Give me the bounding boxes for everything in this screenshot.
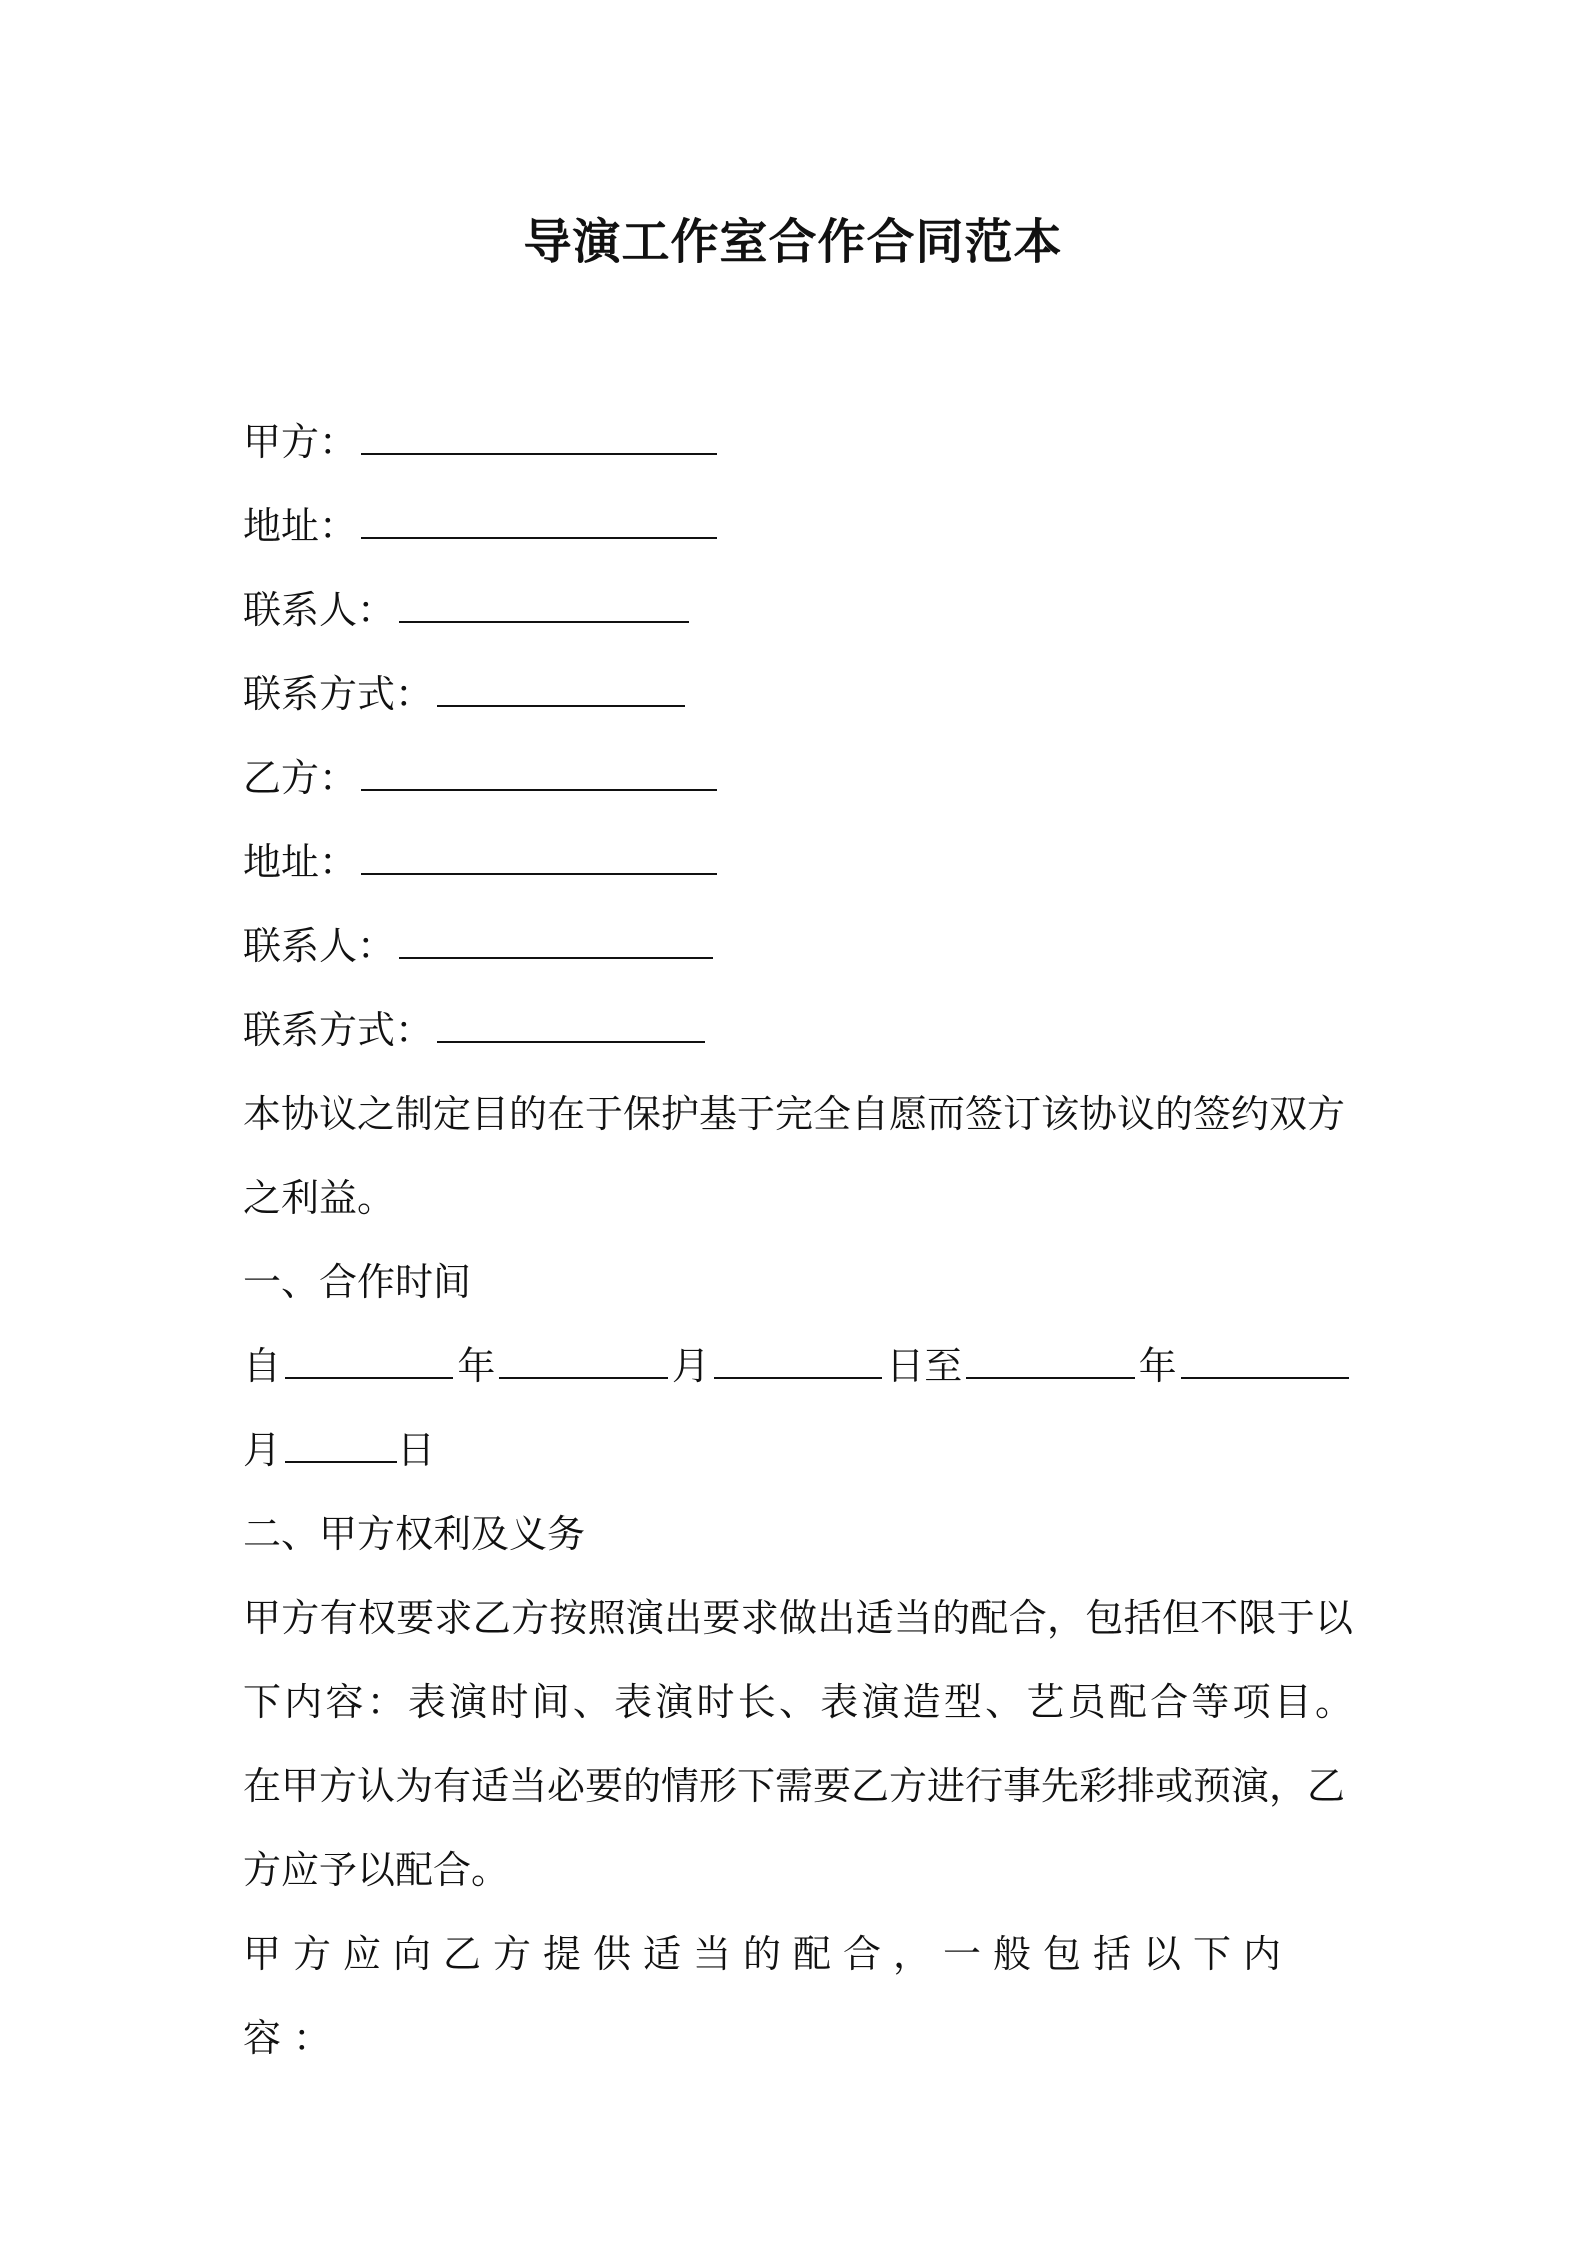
party-b-address-row <box>243 820 1353 904</box>
date-from-label: 自 <box>243 1344 282 1388</box>
party-b-contact-method-field[interactable] <box>437 1011 705 1043</box>
party-b-contact-method-row <box>243 988 1353 1072</box>
party-b-address-label: 地址： <box>243 840 358 884</box>
party-b-contact-label: 联系人： <box>243 924 396 968</box>
date-year-label: 年 <box>457 1344 496 1388</box>
party-b-contact-row <box>243 904 1353 988</box>
date-year-label-2: 年 <box>1138 1344 1177 1388</box>
end-year-field[interactable] <box>966 1347 1134 1379</box>
party-a-address-row <box>243 484 1353 568</box>
party-a-contact-row <box>243 568 1353 652</box>
section-2-paragraph-1: 甲方有权要求乙方按照演出要求做出适当的配合，包括但不限于以下内容：表演时间、表演时长、表演造型、艺员配合等项目。 <box>243 1596 1353 1724</box>
party-b-address-field[interactable] <box>361 843 717 875</box>
party-a-address-label: 地址： <box>243 504 358 548</box>
party-b-name-row <box>243 736 1353 820</box>
section-2-paragraph-3: 甲方应向乙方提供适当的配合，一般包括以下内容： <box>243 1932 1294 2060</box>
party-b-contact-method-label: 联系方式： <box>243 1008 434 1052</box>
party-a-name-label: 甲方： <box>243 420 358 464</box>
document-body <box>243 400 1353 2080</box>
party-b-contact-field[interactable] <box>399 927 713 959</box>
start-day-field[interactable] <box>714 1347 882 1379</box>
party-a-contact-label: 联系人： <box>243 588 396 632</box>
party-a-name-row <box>243 400 1353 484</box>
start-month-field[interactable] <box>499 1347 667 1379</box>
date-month-label: 月 <box>671 1344 710 1388</box>
section-1-heading: 一、合作时间 <box>243 1260 472 1304</box>
start-year-field[interactable] <box>285 1347 453 1379</box>
party-a-name-field[interactable] <box>361 423 717 455</box>
party-b-name-field[interactable] <box>361 759 717 791</box>
date-day-to-label: 日至 <box>886 1344 963 1388</box>
party-b-name-label: 乙方： <box>243 756 358 800</box>
party-a-contact-method-field[interactable] <box>437 675 685 707</box>
party-a-contact-field[interactable] <box>399 591 689 623</box>
section-2-heading: 二、甲方权利及义务 <box>243 1512 586 1556</box>
date-month-label-2: 月 <box>243 1428 282 1472</box>
end-day-field[interactable] <box>285 1431 397 1463</box>
party-a-address-field[interactable] <box>361 507 717 539</box>
date-day-label: 日 <box>397 1428 436 1472</box>
document-title: 导演工作室合作合同范本 <box>523 214 1063 270</box>
end-month-field[interactable] <box>1181 1347 1349 1379</box>
party-a-contact-method-label: 联系方式： <box>243 672 434 716</box>
cooperation-date-line-2 <box>243 1408 1353 1492</box>
intro-paragraph: 本协议之制定目的在于保护基于完全自愿而签订该协议的签约双方之利益。 <box>243 1092 1346 1220</box>
cooperation-date-line <box>243 1324 1353 1408</box>
party-a-contact-method-row <box>243 652 1353 736</box>
section-2-paragraph-2: 在甲方认为有适当必要的情形下需要乙方进行事先彩排或预演，乙方应予以配合。 <box>243 1764 1346 1892</box>
